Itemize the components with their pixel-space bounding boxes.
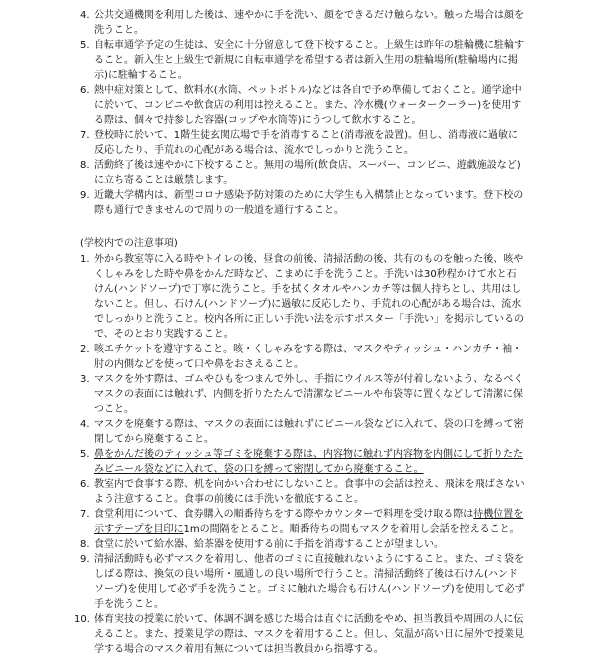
underlined-text: 待機位置を示すテープを目印に xyxy=(94,509,524,535)
list-item xyxy=(80,128,525,158)
item-number: 9. xyxy=(80,554,90,565)
item-text: 体育実技の授業に於いて、体調不調を感じた場合は直ぐに活動をやめ、担当教員や周囲の人に伝えること。また、授業見学の際は、マスクを着用すること。但し、気温が高い日に屋外で授業見学する場合のマスク着用有無については担当教員から指導する。 xyxy=(94,614,524,655)
item-number: 6. xyxy=(80,85,90,96)
list-item xyxy=(80,158,525,188)
list-item xyxy=(80,83,525,128)
item-number: 2. xyxy=(80,344,90,355)
school-rules-list xyxy=(74,252,525,657)
item-number: 7. xyxy=(80,509,90,520)
item-number: 3. xyxy=(80,374,90,385)
list-item xyxy=(80,507,525,537)
list-item xyxy=(80,537,525,552)
item-text: 活動終了後は速やかに下校すること。無用の場所(飲食店、スーパー、コンビニ、遊戯施設など)に立ち寄ることは厳禁します。 xyxy=(94,160,521,186)
item-number: 7. xyxy=(80,130,90,141)
list-item xyxy=(80,552,525,612)
item-number: 9. xyxy=(80,190,90,201)
item-text: 熱中症対策として、飲料水(水筒、ペットボトル)などは各自で予め準備しておくこと。通学途中に於いて、コンビニや飲食店の利用は控えること。また、冷水機(ウォータークーラー)を使用する際は、個々で持参した容器(コップや水筒等)にうつして飲水すること。 xyxy=(94,85,522,126)
item-text: 自転車通学予定の生徒は、安全に十分留意して登下校すること。上級生は昨年の駐輪機に駐輪すること。新入生と上級生で新規に自転車通学を希望する者は新入生用の駐輪場所(駐輪場内に掲示)に駐輪すること。 xyxy=(94,40,524,81)
item-text: 食堂利用について、食券購入の順番待ちをする際やカウンターで料理を受け取る際は xyxy=(94,509,474,520)
item-number: 1. xyxy=(80,254,90,265)
item-text: 近畿大学構内は、新型コロナ感染予防対策のために大学生も入構禁止となっています。登下校の際も通行できませんので周りの一般道を通行すること。 xyxy=(94,190,524,216)
list-item xyxy=(74,612,525,657)
item-text: 咳エチケットを遵守すること。咳・くしゃみをする際は、マスクやティッシュ・ハンカチ・袖・肘の内側などを使って口や鼻をおさえること。 xyxy=(94,344,523,370)
item-number: 4. xyxy=(80,10,90,21)
item-text: マスクを廃棄する際は、マスクの表面には触れずにビニール袋などに入れて、袋の口を縛って密閉してから廃棄すること。 xyxy=(94,419,524,445)
item-text: 外から教室等に入る時やトイレの後、昼食の前後、清掃活動の後、共有のものを触った後、咳やくしゃみをした時や鼻をかんだ時など、こまめに手を洗うこと。手洗いは30秒程かけて水と石けん(ハンドソープ)で丁寧に洗うこと。手を拭くタオルやハンカチ等は個人持ちとし、共用はしないこと。但し、石けん(ハンドソープ)に過敏に反応したり、手荒れの心配がある場合は、流水でしっかりと洗うこと。校内各所に正しい手洗い法を示すポスター「手洗い」を掲示しているので、そのとおり実践すること。 xyxy=(94,254,524,340)
item-text: マスクを外す際は、ゴムやひもをつまんで外し、手指にウイルス等が付着しないよう、なるべくマスクの表面には触れず、内側を折りたたんで清潔なビニールや布袋等に置くなどして清潔に保つこと。 xyxy=(94,374,524,415)
list-item xyxy=(80,38,525,83)
item-text: 登校時に於いて、1階生徒玄関広場で手を消毒すること(消毒液を設置)。但し、消毒液に過敏に反応したり、手荒れの心配がある場合は、流水でしっかりと洗うこと。 xyxy=(94,130,518,156)
list-item xyxy=(80,477,525,507)
item-text: 食堂に於いて給水器、給茶器を使用する前に手指を消毒することが望ましい。 xyxy=(94,539,444,550)
list-item xyxy=(80,252,525,342)
list-item xyxy=(80,447,525,477)
list-item xyxy=(80,372,525,417)
item-number: 8. xyxy=(80,160,90,171)
list-item xyxy=(80,188,525,218)
item-text: 1mの間隔をとること。順番待ちの間もマスクを着用し会話を控えること。 xyxy=(183,524,520,535)
item-number: 4. xyxy=(80,419,90,430)
item-text: 教室内で食事する際、机を向かい合わせにしないこと。食事中の会話は控え、飛沫を飛ばさないよう注意すること。食事の前後には手洗いを徹底すること。 xyxy=(94,479,525,505)
list-item xyxy=(80,8,525,38)
section-heading: (学校内での注意事項) xyxy=(80,238,178,249)
item-number: 5. xyxy=(80,40,90,51)
item-number: 8. xyxy=(80,539,90,550)
item-number: 5. xyxy=(80,449,90,460)
item-text: 公共交通機関を利用した後は、速やかに手を洗い、顔をできるだけ触らない。触った場合は顔を洗うこと。 xyxy=(94,10,524,36)
underlined-text: 鼻をかんだ後のティッシュ等ゴミを廃棄する際は、内容物に触れず内容物を内側にして折りたたみビニール袋などに入れて、袋の口を縛って密閉してから廃棄すること。 xyxy=(94,449,523,475)
list-item xyxy=(80,417,525,447)
general-rules-list xyxy=(80,8,525,218)
item-number: 10. xyxy=(74,614,90,625)
item-text: 清掃活動時も必ずマスクを着用し、他者のゴミに直接触れないようにすること。また、ゴミ袋をしばる際は、換気の良い場所・風通しの良い場所で行うこと。清掃活動終了後は石けん(ハンドソープ)を使用して必ず手を洗うこと。ゴミに触れた場合も石けん(ハンドソープ)を使用して必ず手を洗うこと。 xyxy=(94,554,525,610)
item-number: 6. xyxy=(80,479,90,490)
list-item xyxy=(80,342,525,372)
